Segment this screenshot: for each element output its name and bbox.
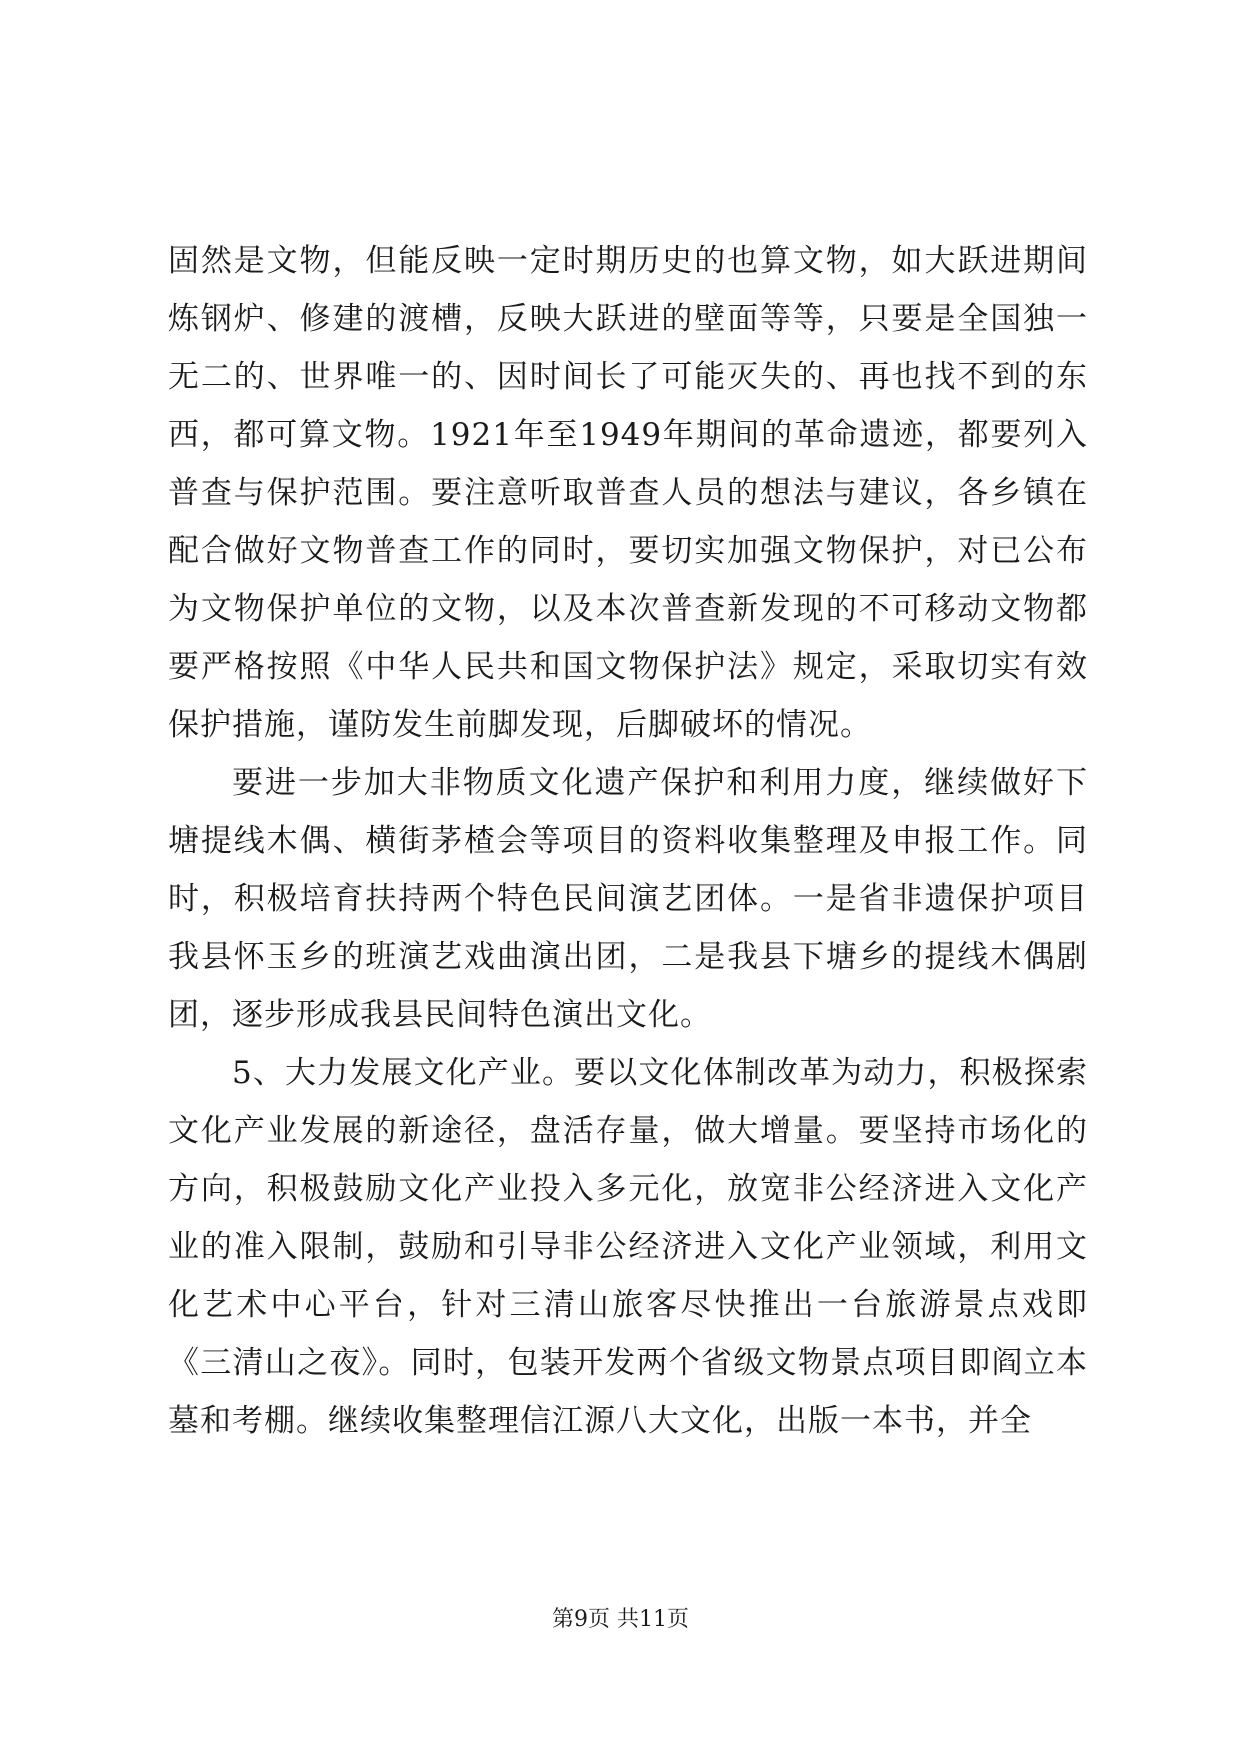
paragraph-cultural-industry: 5、大力发展文化产业。要以文化体制改革为动力，积极探索文化产业发展的新途径，盘活存量，做大增量。要坚持市场化的方向，积极鼓励文化产业投入多元化，放宽非公经济进入文化产业的准入限制，鼓励和引导非公经济进入文化产业领域，利用文化艺术中心平台，针对三清山旅客尽快推出一台旅游景点戏即《三清山之夜》。同时，包装开发两个省级文物景点项目即阎立本墓和考棚。继续收集整理信江源八大文化，出版一本书，并全 bbox=[168, 1055, 1088, 1439]
page-number-footer: 第9页 共11页 bbox=[552, 1607, 689, 1632]
paragraph-intangible-heritage: 要进一步加大非物质文化遗产保护和利用力度，继续做好下塘提线木偶、横街茅楂会等项目的资料收集整理及申报工作。同时，积极培育扶持两个特色民间演艺团体。一是省非遗保护项目我县怀玉乡的班演艺戏曲演出团，二是我县下塘乡的提线木偶剧团，逐步形成我县民间特色演出文化。 bbox=[168, 765, 1088, 1033]
body-text bbox=[168, 232, 1088, 1450]
paragraph-continued: 固然是文物，但能反映一定时期历史的也算文物，如大跃进期间炼钢炉、修建的渡槽，反映大跃进的壁面等等，只要是全国独一无二的、世界唯一的、因时间长了可能灭失的、再也找不到的东西，都可算文物。1921年至1949年期间的革命遗迹，都要列入普查与保护范围。要注意听取普查人员的想法与建议，各乡镇在配合做好文物普查工作的同时，要切实加强文物保护，对已公布为文物保护单位的文物，以及本次普查新发现的不可移动文物都要严格按照《中华人民共和国文物保护法》规定，采取切实有效保护措施，谨防发生前脚发现，后脚破坏的情况。 bbox=[168, 243, 1088, 743]
